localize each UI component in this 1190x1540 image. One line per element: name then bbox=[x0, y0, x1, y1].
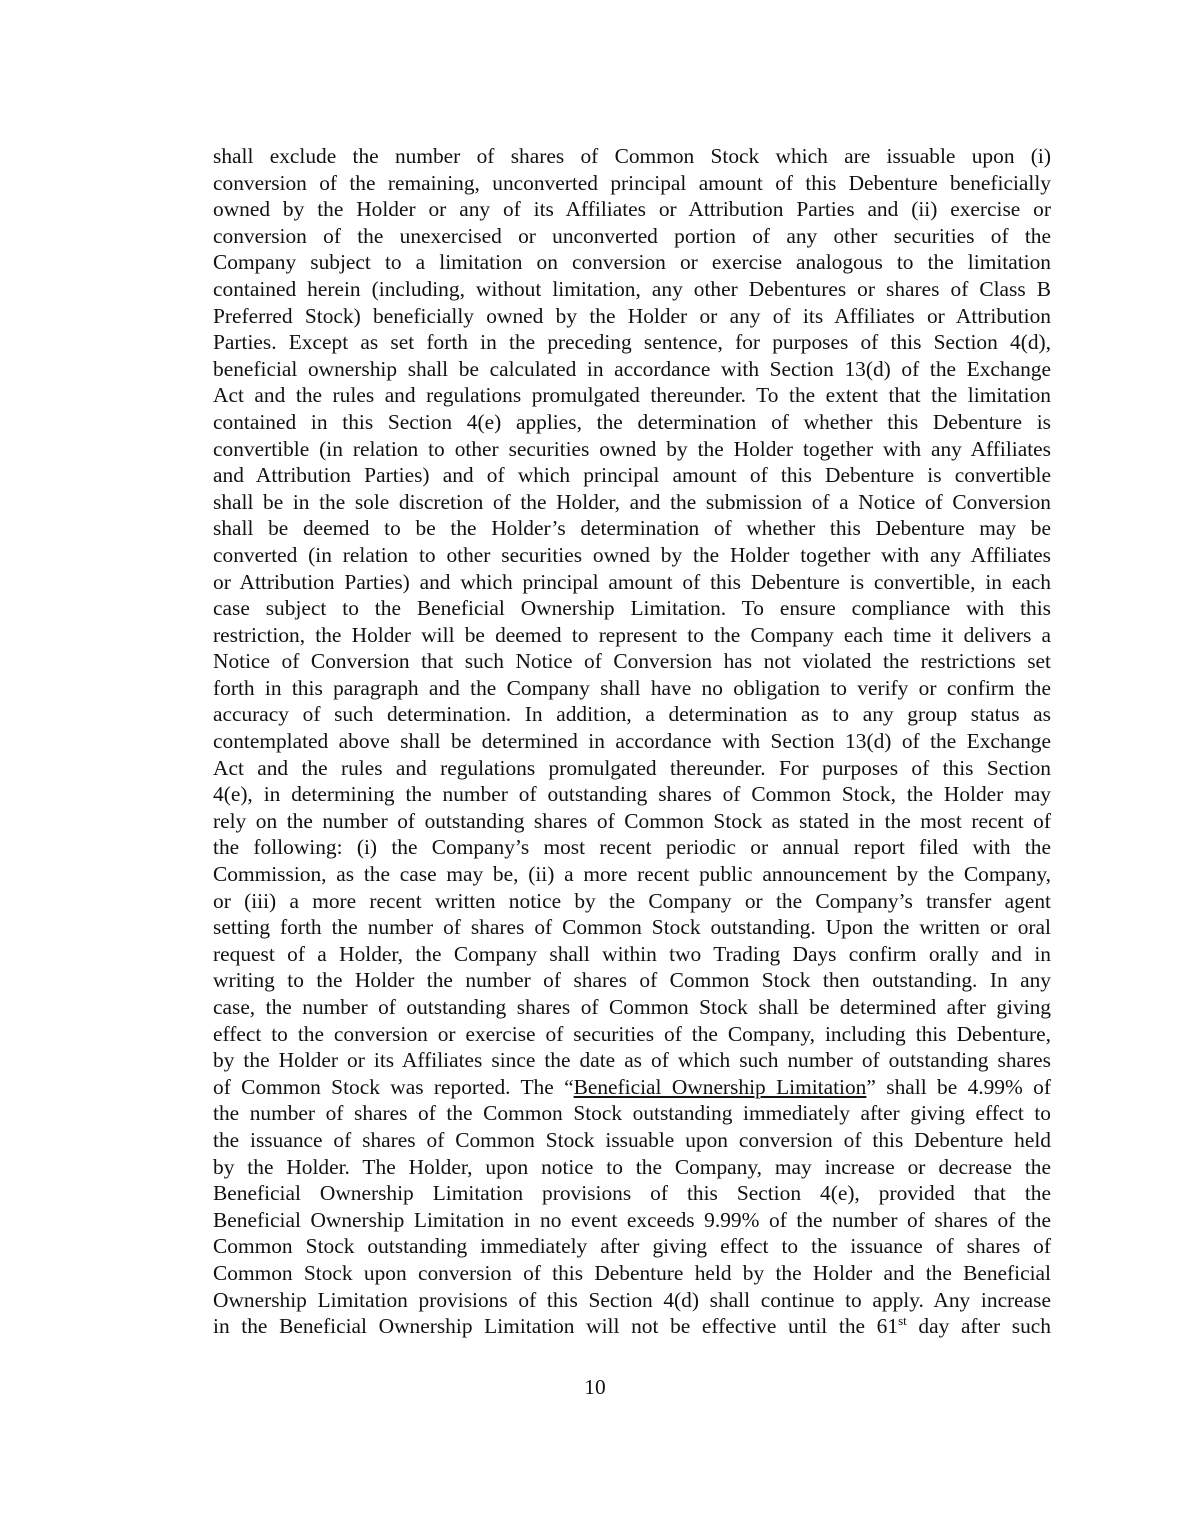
paragraph-line: beneficial ownership shall be calculated in accordance with Section 13(d) of the Exchange bbox=[213, 356, 1051, 381]
paragraph-line: forth in this paragraph and the Company shall have no obligation to verify or confirm the bbox=[213, 675, 1051, 700]
paragraph-line: shall be in the sole discretion of the Holder, and the submission of a Notice of Conversion bbox=[213, 489, 1051, 514]
paragraph-line: case subject to the Beneficial Ownership Limitation. To ensure compliance with this bbox=[213, 596, 1051, 621]
defined-term-beneficial-ownership-limitation: Beneficial Ownership Limitation bbox=[573, 1074, 867, 1099]
paragraph-line: request of a Holder, the Company shall within two Trading Days confirm orally and in bbox=[213, 941, 1051, 966]
paragraph-line: Parties. Except as set forth in the preceding sentence, for purposes of this Section 4(d), bbox=[213, 330, 1051, 355]
paragraph-line: restriction, the Holder will be deemed to represent to the Company each time it delivers a bbox=[213, 622, 1051, 647]
defined-term-line-before: of Common Stock was reported. The “ bbox=[213, 1074, 574, 1099]
paragraph-line: Beneficial Ownership Limitation provisions of this Section 4(e), provided that the bbox=[213, 1181, 1051, 1206]
paragraph-line: the number of shares of the Common Stock outstanding immediately after giving effect to bbox=[213, 1101, 1051, 1126]
paragraph-line: Preferred Stock) beneficially owned by the Holder or any of its Affiliates or Attribution bbox=[213, 303, 1051, 328]
paragraph-line: convertible (in relation to other securities owned by the Holder together with any Affiliates bbox=[213, 436, 1051, 461]
final-line bbox=[213, 1313, 1051, 1340]
paragraph-line: by the Holder. The Holder, upon notice to the Company, may increase or decrease the bbox=[213, 1154, 1051, 1179]
paragraph-line: Company subject to a limitation on conversion or exercise analogous to the limitation bbox=[213, 250, 1051, 275]
paragraph-line: writing to the Holder the number of shares of Common Stock then outstanding. In any bbox=[213, 968, 1051, 993]
paragraph-line: Common Stock outstanding immediately after giving effect to the issuance of shares of bbox=[213, 1234, 1051, 1259]
paragraph-line: shall exclude the number of shares of Common Stock which are issuable upon (i) bbox=[213, 144, 1051, 168]
paragraph-line: Common Stock upon conversion of this Debenture held by the Holder and the Beneficial bbox=[213, 1260, 1051, 1285]
final-line-after: day after such bbox=[906, 1314, 1051, 1339]
paragraph-line: Act and the rules and regulations promulgated thereunder. For purposes of this Section bbox=[213, 755, 1051, 780]
paragraph-line: the issuance of shares of Common Stock issuable upon conversion of this Debenture held bbox=[213, 1127, 1051, 1152]
paragraph-line: setting forth the number of shares of Common Stock outstanding. Upon the written or oral bbox=[213, 915, 1051, 940]
body-paragraph bbox=[213, 143, 1051, 1340]
paragraph-line: shall be deemed to be the Holder’s determination of whether this Debenture may be bbox=[213, 516, 1051, 541]
paragraph-line: by the Holder or its Affiliates since the date as of which such number of outstanding shares bbox=[213, 1048, 1051, 1073]
paragraph-line: contemplated above shall be determined in accordance with Section 13(d) of the Exchange bbox=[213, 729, 1051, 754]
ordinal-superscript: st bbox=[898, 1313, 907, 1329]
final-line-before: in the Beneficial Ownership Limitation will not be effective until the 61 bbox=[213, 1314, 899, 1339]
paragraph-line: Ownership Limitation provisions of this Section 4(d) shall continue to apply. Any increase bbox=[213, 1287, 1051, 1312]
paragraph-line: and Attribution Parties) and of which principal amount of this Debenture is convertible bbox=[213, 463, 1051, 488]
paragraph-line: conversion of the remaining, unconverted principal amount of this Debenture beneficially bbox=[213, 170, 1051, 195]
paragraph-line: effect to the conversion or exercise of securities of the Company, including this Debenture, bbox=[213, 1021, 1051, 1046]
paragraph-line: contained herein (including, without limitation, any other Debentures or shares of Class B bbox=[213, 276, 1051, 301]
paragraph-line: owned by the Holder or any of its Affiliates or Attribution Parties and (ii) exercise or bbox=[213, 197, 1051, 222]
paragraph-line: or (iii) a more recent written notice by the Company or the Company’s transfer agent bbox=[213, 888, 1051, 913]
paragraph-line: accuracy of such determination. In addition, a determination as to any group status as bbox=[213, 702, 1051, 727]
paragraph-line: Act and the rules and regulations promulgated thereunder. To the extent that the limitation bbox=[213, 383, 1051, 408]
defined-term-line bbox=[213, 1074, 1051, 1101]
paragraph-line: 4(e), in determining the number of outstanding shares of Common Stock, the Holder may bbox=[213, 782, 1051, 807]
paragraph-line: contained in this Section 4(e) applies, the determination of whether this Debenture is bbox=[213, 409, 1051, 434]
paragraph-line: converted (in relation to other securities owned by the Holder together with any Affiliates bbox=[213, 542, 1051, 567]
paragraph-line: Beneficial Ownership Limitation in no event exceeds 9.99% of the number of shares of the bbox=[213, 1207, 1051, 1232]
paragraph-line: or Attribution Parties) and which principal amount of this Debenture is convertible, in each bbox=[213, 569, 1051, 594]
paragraph-line: rely on the number of outstanding shares of Common Stock as stated in the most recent of bbox=[213, 808, 1051, 833]
defined-term-line-after: ” shall be 4.99% of bbox=[866, 1074, 1051, 1099]
paragraph-line: conversion of the unexercised or unconverted portion of any other securities of the bbox=[213, 223, 1051, 248]
paragraph-line: case, the number of outstanding shares of Common Stock shall be determined after giving bbox=[213, 995, 1051, 1019]
page-number: 10 bbox=[584, 1375, 606, 1399]
paragraph-lines-group bbox=[213, 143, 1051, 1074]
paragraph-line: the following: (i) the Company’s most recent periodic or annual report filed with the bbox=[213, 835, 1051, 860]
paragraph-line: Notice of Conversion that such Notice of Conversion has not violated the restrictions set bbox=[213, 649, 1051, 674]
paragraph-line: Commission, as the case may be, (ii) a more recent public announcement by the Company, bbox=[213, 862, 1051, 887]
paragraph-lines-after-group bbox=[213, 1100, 1051, 1313]
